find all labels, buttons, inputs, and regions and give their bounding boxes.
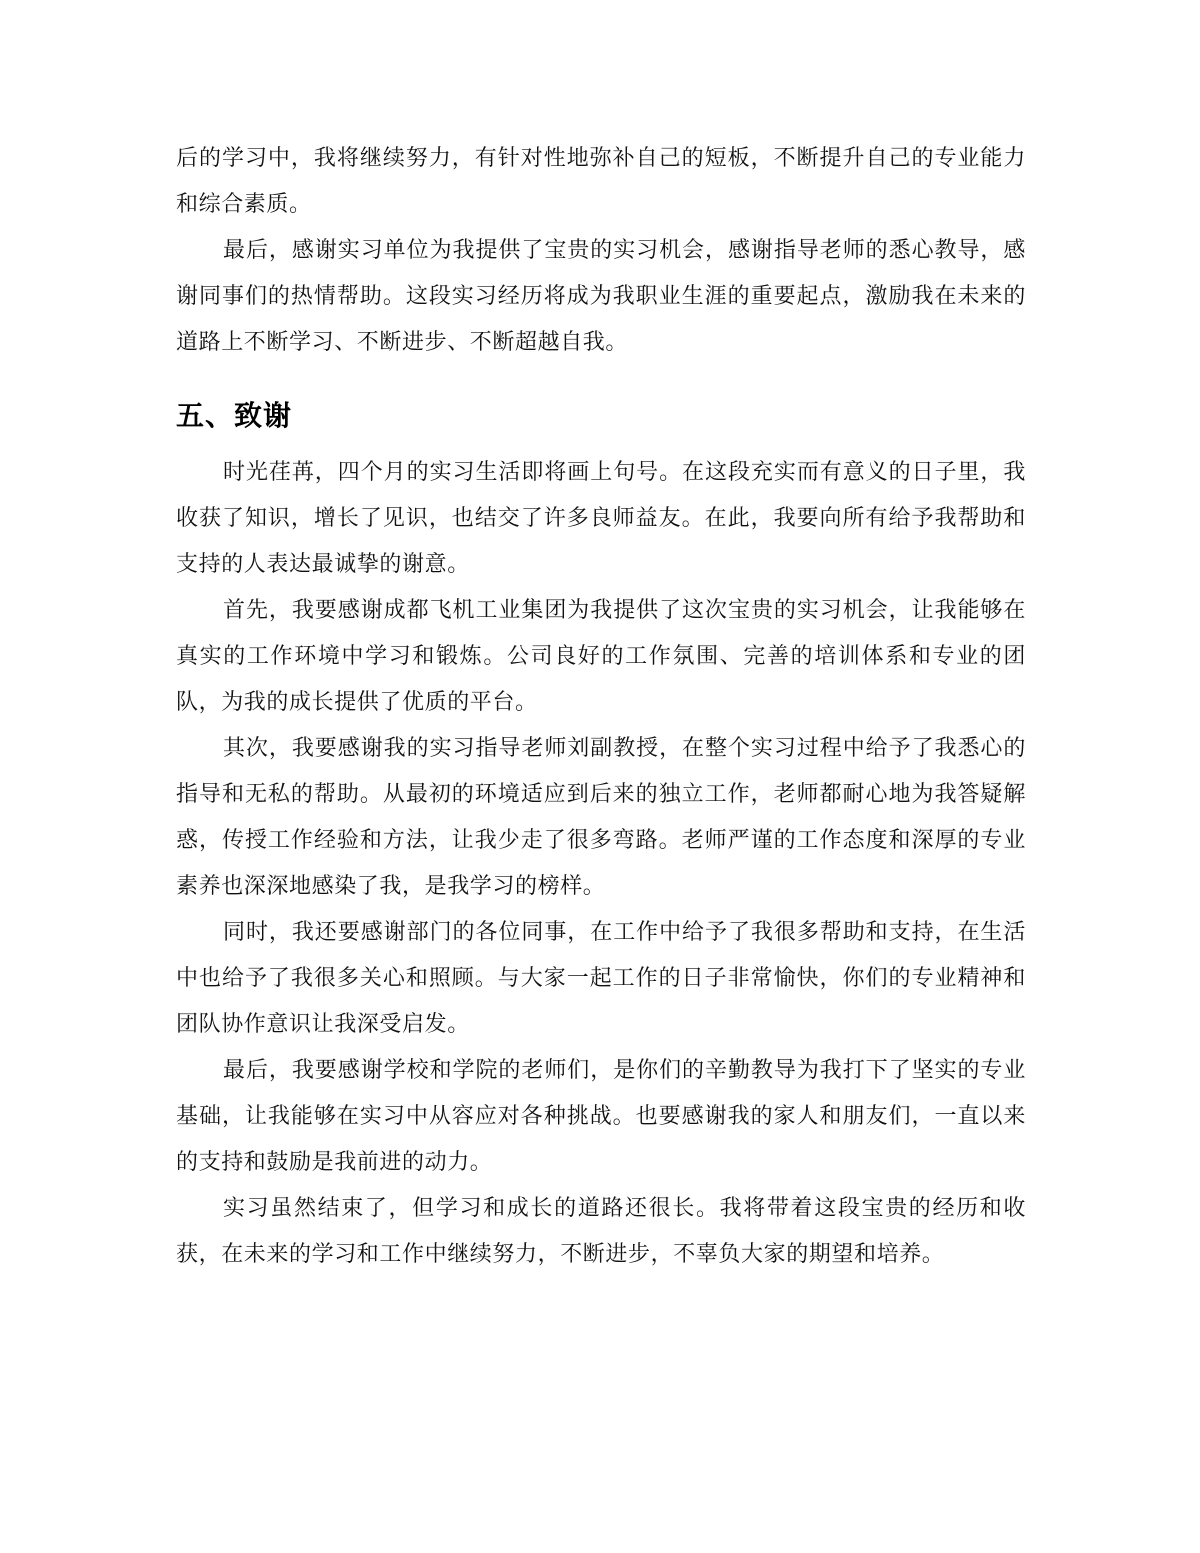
ack-paragraph-company: 首先，我要感谢成都飞机工业集团为我提供了这次宝贵的实习机会，让我能够在真实的工作环境中学习和锻炼。公司良好的工作氛围、完善的培训体系和专业的团队，为我的成长提供了优质的平台。 bbox=[176, 598, 1026, 715]
ack-paragraph-advisor: 其次，我要感谢我的实习指导老师刘副教授，在整个实习过程中给予了我悉心的指导和无私的帮助。从最初的环境适应到后来的独立工作，老师都耐心地为我答疑解惑，传授工作经验和方法，让我少走了很多弯路。老师严谨的工作态度和深厚的专业素养也深深地感染了我，是我学习的榜样。 bbox=[176, 736, 1026, 899]
closing-paragraph: 最后，感谢实习单位为我提供了宝贵的实习机会，感谢指导老师的悉心教导，感谢同事们的热情帮助。这段实习经历将成为我职业生涯的重要起点，激励我在未来的道路上不断学习、不断进步、不断超越自我。 bbox=[176, 238, 1026, 355]
ack-paragraph-conclusion: 实习虽然结束了，但学习和成长的道路还很长。我将带着这段宝贵的经历和收获，在未来的学习和工作中继续努力，不断进步，不辜负大家的期望和培养。 bbox=[176, 1196, 1026, 1267]
acknowledgements-section bbox=[176, 450, 1026, 1278]
document-body bbox=[176, 136, 1026, 1278]
ack-paragraph-school-family: 最后，我要感谢学校和学院的老师们，是你们的辛勤教导为我打下了坚实的专业基础，让我能够在实习中从容应对各种挑战。也要感谢我的家人和朋友们，一直以来的支持和鼓励是我前进的动力。 bbox=[176, 1058, 1026, 1175]
section-heading-wrapper bbox=[176, 396, 1026, 436]
section-heading-acknowledgements: 五、致谢 bbox=[176, 399, 293, 432]
continued-paragraph: 后的学习中，我将继续努力，有针对性地弥补自己的短板，不断提升自己的专业能力和综合素质。 bbox=[176, 146, 1026, 217]
ack-paragraph-colleagues: 同时，我还要感谢部门的各位同事，在工作中给予了我很多帮助和支持，在生活中也给予了我很多关心和照顾。与大家一起工作的日子非常愉快，你们的专业精神和团队协作意识让我深受启发。 bbox=[176, 920, 1026, 1037]
continued-section bbox=[176, 136, 1026, 366]
ack-paragraph-intro: 时光荏苒，四个月的实习生活即将画上句号。在这段充实而有意义的日子里，我收获了知识，增长了见识，也结交了许多良师益友。在此，我要向所有给予我帮助和支持的人表达最诚挚的谢意。 bbox=[176, 460, 1026, 577]
